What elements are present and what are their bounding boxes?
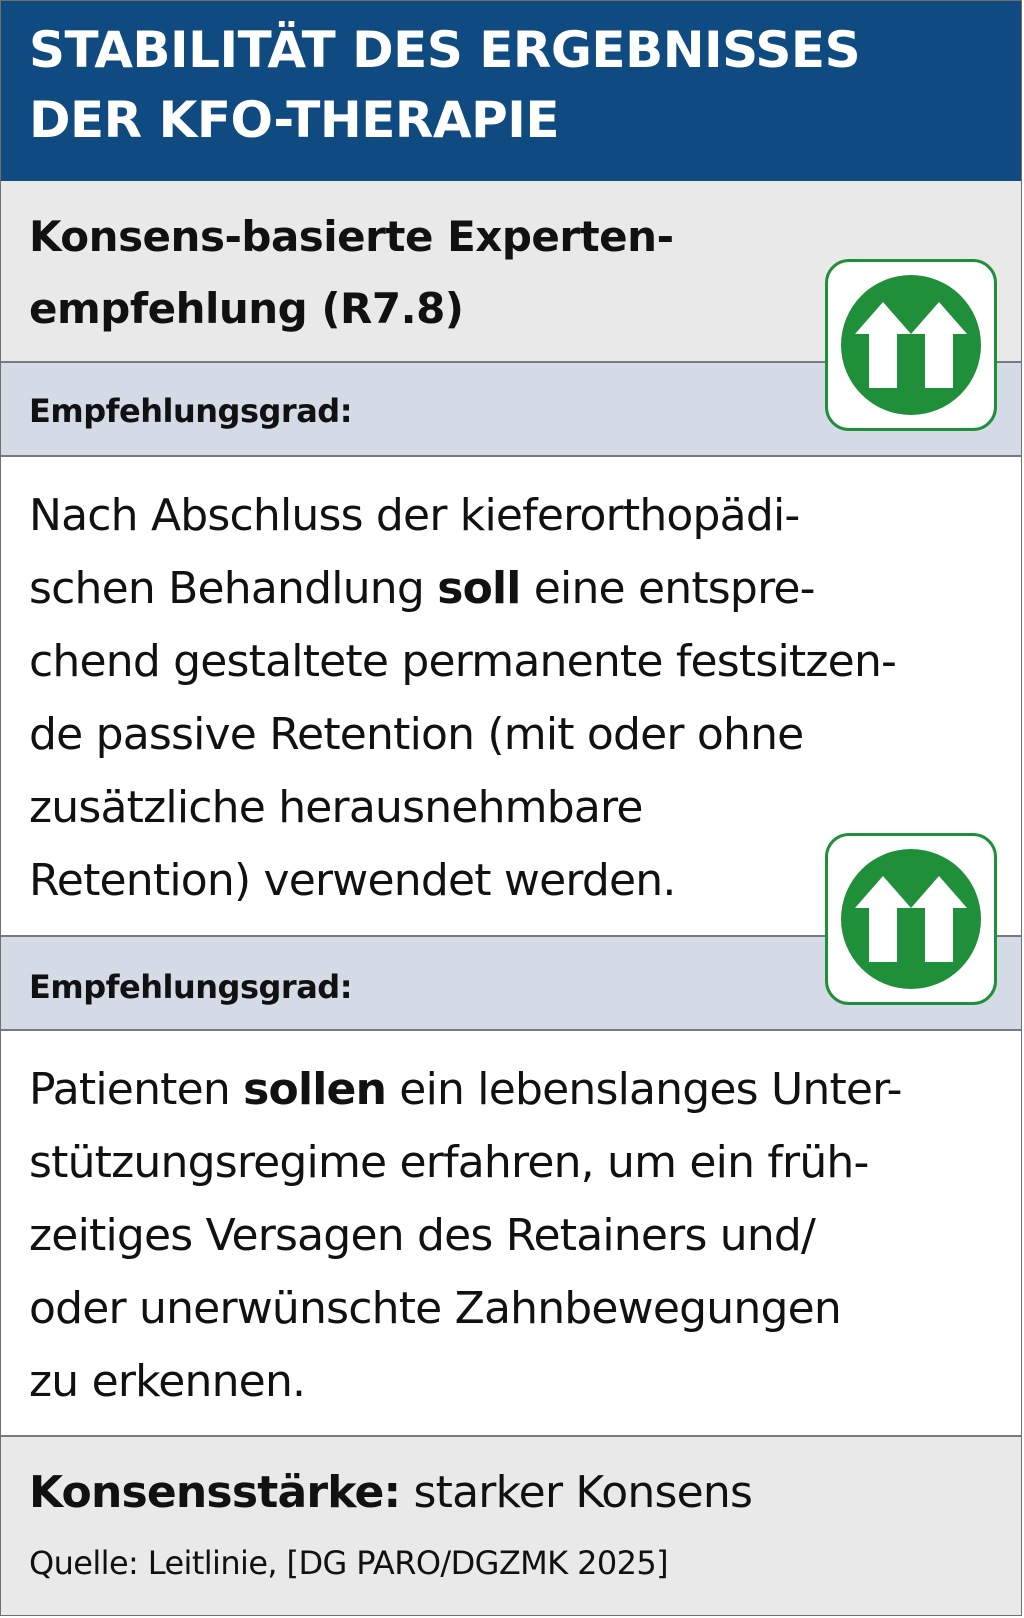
text-line: [29, 1345, 902, 1418]
recommendation-text-1: [29, 479, 896, 917]
text-line: [29, 479, 896, 552]
recommendation-text-2: [29, 1053, 902, 1418]
text-line-plain: stützungsregime erfahren, um ein früh-: [29, 1137, 869, 1188]
text-line-plain: zu erkennen.: [29, 1356, 306, 1407]
footer-band: [1, 1437, 1021, 1615]
text-line: [29, 1272, 902, 1345]
text-line-plain: oder unerwünschte Zahnbewegungen: [29, 1283, 841, 1334]
grade-label-1: Empfehlungsgrad:: [29, 392, 352, 430]
text-line-plain: ein lebenslanges Unter-: [386, 1064, 902, 1115]
text-line-plain: de passive Retention (mit oder ohne: [29, 709, 804, 760]
text-line-plain: chend gestaltete permanente festsitzen-: [29, 636, 897, 687]
text-line-emphasis: soll: [437, 563, 521, 614]
text-line: [29, 625, 896, 698]
grade-label-2: Empfehlungsgrad:: [29, 968, 352, 1006]
text-line-plain: Nach Abschluss der kieferorthopädi-: [29, 490, 800, 541]
text-line: [29, 1053, 902, 1126]
text-line: [29, 1199, 902, 1272]
recommendation-title: [29, 201, 674, 345]
consensus-strength-label: Konsensstärke:: [29, 1467, 401, 1518]
recommendation-title-line-2: empfehlung (R7.8): [29, 284, 464, 333]
double-up-arrow-icon: [825, 259, 997, 431]
text-line-plain: eine entspre-: [520, 563, 815, 614]
header-banner: [1, 1, 1021, 181]
text-line-plain: Retention) verwendet werden.: [29, 855, 676, 906]
text-line-emphasis: sollen: [243, 1064, 387, 1115]
header-title-line-1: STABILITÄT DES ERGEBNISSES: [29, 21, 861, 79]
text-line-plain: Patienten: [29, 1064, 244, 1115]
recommendation-title-line-1: Konsens-basierte Experten-: [29, 212, 674, 261]
text-line-plain: zusätzliche herausnehmbare: [29, 782, 643, 833]
text-line: [29, 698, 896, 771]
text-line: [29, 771, 896, 844]
text-line: [29, 1126, 902, 1199]
double-up-arrow-icon: [825, 833, 997, 1005]
source-citation: Quelle: Leitlinie, [DG PARO/DGZMK 2025]: [29, 1544, 669, 1582]
text-line-plain: zeitiges Versagen des Retainers und/: [29, 1210, 816, 1261]
consensus-strength: [29, 1465, 752, 1521]
header-title-line-2: DER KFO-THERAPIE: [29, 91, 560, 149]
consensus-strength-value: starker Konsens: [400, 1467, 753, 1518]
text-line: [29, 844, 896, 917]
text-line: [29, 552, 896, 625]
text-line-plain: schen Behandlung: [29, 563, 438, 614]
